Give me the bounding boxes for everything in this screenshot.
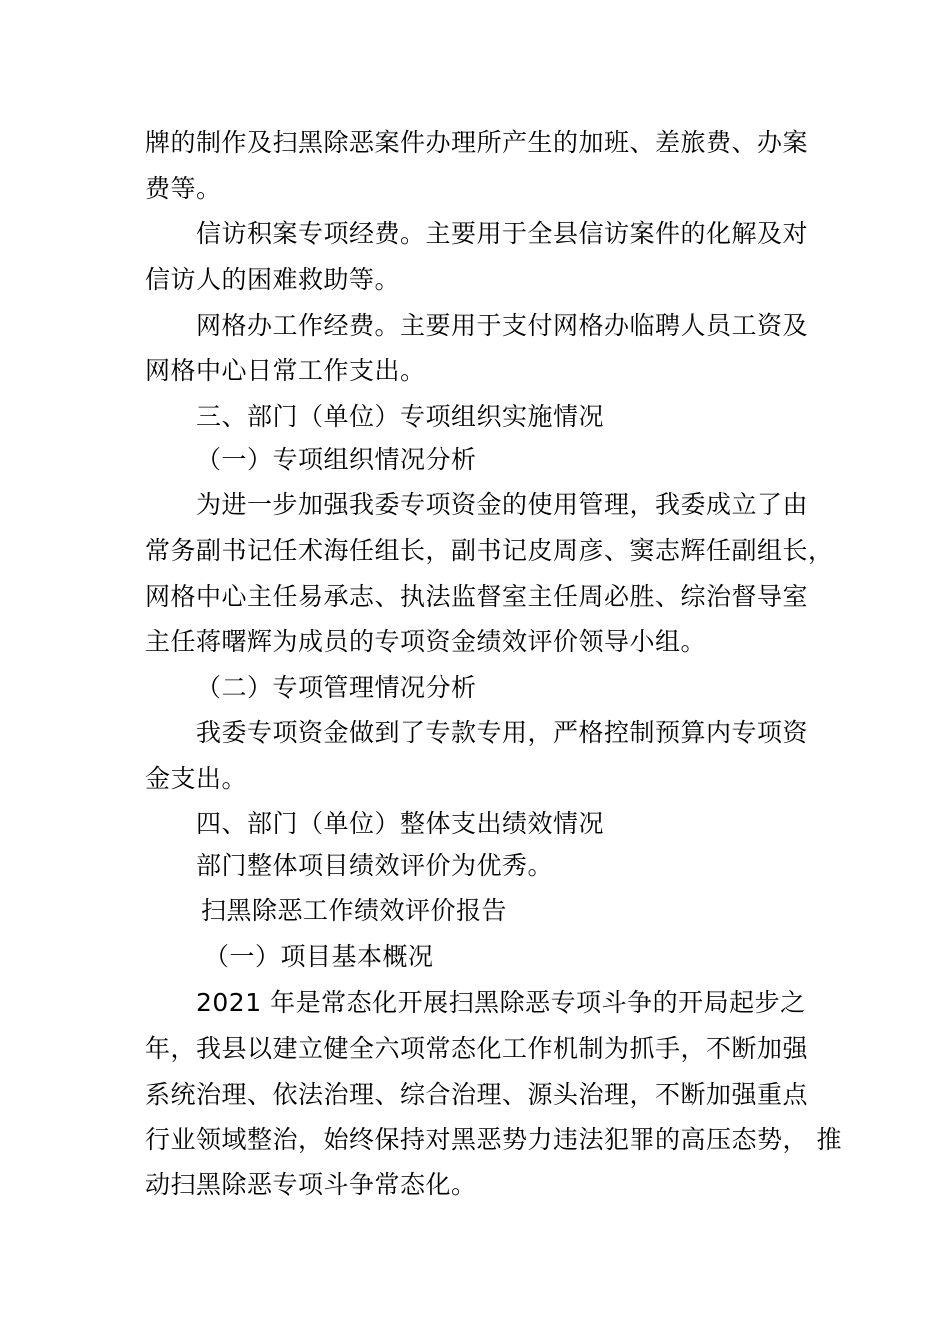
subsection-heading: （一）项目基本概况 [204, 942, 434, 971]
paragraph-line: 部门整体项目绩效评价为优秀。 [196, 851, 554, 880]
paragraph-line: 信访积案专项经费。主要用于全县信访案件的化解及对 [196, 219, 809, 248]
paragraph-line: 我委专项资金做到了专款专用，严格控制预算内专项资 [196, 718, 809, 747]
subsection-heading: （二）专项管理情况分析 [196, 673, 477, 702]
paragraph-line: 网格办工作经费。主要用于支付网格办临聘人员工资及 [196, 311, 809, 340]
paragraph-line: 牌的制作及扫黑除恶案件办理所产生的加班、差旅费、办案 [145, 128, 809, 157]
subsection-heading: （一）专项组织情况分析 [196, 445, 477, 474]
paragraph-line: 网格中心主任易承志、执法监督室主任周必胜、综治督导室 [145, 582, 809, 611]
report-title: 扫黑除恶工作绩效评价报告 [201, 896, 508, 925]
paragraph-line: 金支出。 [145, 764, 248, 793]
paragraph-line: 动扫黑除恶专项斗争常态化。 [145, 1170, 477, 1199]
section-heading: 四、部门（单位）整体支出绩效情况 [196, 809, 605, 838]
section-heading: 三、部门（单位）专项组织实施情况 [196, 402, 605, 431]
paragraph-line: 网格中心日常工作支出。 [145, 356, 426, 385]
paragraph-line: 年，我县以建立健全六项常态化工作机制为抓手，不断加强 [145, 1034, 809, 1063]
paragraph-line: 主任蒋曙辉为成员的专项资金绩效评价领导小组。 [145, 627, 707, 656]
paragraph-line: 行业领域整治，始终保持对黑恶势力违法犯罪的高压态势， 推 [145, 1125, 842, 1154]
paragraph-line: 为进一步加强我委专项资金的使用管理，我委成立了由 [196, 490, 809, 519]
paragraph-line: 系统治理、依法治理、综合治理、源头治理，不断加强重点 [145, 1080, 809, 1109]
paragraph-line: 常务副书记任术海任组长，副书记皮周彦、窦志辉任副组长， [145, 536, 834, 565]
paragraph-line: 信访人的困难救助等。 [145, 265, 401, 294]
paragraph-line: 费等。 [145, 174, 222, 203]
paragraph-line: 2021 年是常态化开展扫黑除恶专项斗争的开局起步之 [196, 988, 806, 1017]
